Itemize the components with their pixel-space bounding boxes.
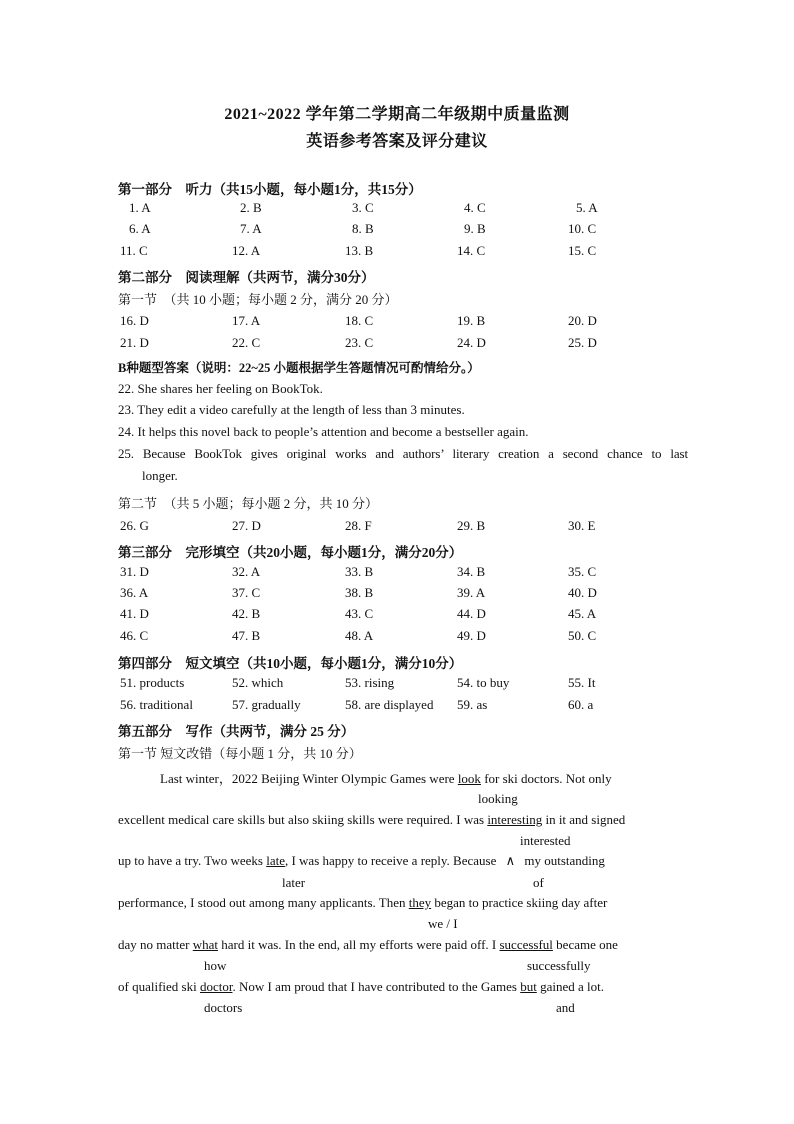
answer-33: 33. B [345, 564, 374, 579]
answer-2: 2. B [240, 200, 262, 215]
answer-55: 55. It [568, 675, 596, 690]
answer-row [0, 335, 794, 355]
essay-text: became one [552, 937, 618, 952]
essay-text: day no matter [118, 937, 193, 952]
error-word: what [192, 937, 219, 952]
answer-47: 47. B [232, 628, 261, 643]
answer-4: 4. C [464, 200, 486, 215]
essay-text: . Now I am proud that I have contributed to the Games [232, 979, 521, 994]
essay-text: gained a lot. [536, 979, 604, 994]
b-answer-22: 22. She shares her feeling on BookTok. [118, 381, 323, 396]
part4-heading: 第四部分 短文填空（共10小题，每小题1分，满分10分） [118, 656, 463, 671]
b-answer-25-line1: 25. Because BookTok gives original works and authors’ literary creation a second chance to last [118, 446, 688, 461]
b-answer-25 [118, 443, 688, 487]
correction-5a: how [204, 958, 227, 973]
answer-12: 12. A [232, 243, 261, 258]
correction-2: interested [520, 833, 571, 848]
answer-7: 7. A [240, 221, 262, 236]
answer-21: 21. D [120, 335, 149, 350]
answer-19: 19. B [457, 313, 486, 328]
answer-59: 59. as [457, 697, 488, 712]
answer-11: 11. C [120, 243, 148, 258]
essay-line-5 [118, 937, 618, 953]
essay-text: began to practice skiing day after [431, 895, 608, 910]
answer-54: 54. to buy [457, 675, 510, 690]
answer-49: 49. D [457, 628, 486, 643]
answer-6: 6. A [129, 221, 151, 236]
answer-row [0, 564, 794, 584]
b-type-heading: B种题型答案（说明：22~25 小题根据学生答题情况可酌情给分。） [118, 361, 480, 375]
essay-text: of qualified ski [118, 979, 200, 994]
answer-15: 15. C [568, 243, 597, 258]
essay-line-2 [118, 812, 625, 828]
answer-39: 39. A [457, 585, 486, 600]
part5-heading: 第五部分 写作（共两节，满分 25 分） [118, 724, 355, 739]
essay-text: Last winter，2022 Beijing Winter Olympic Games were [160, 771, 458, 786]
error-word: late [266, 853, 285, 868]
essay-line-6 [118, 979, 604, 995]
answer-row [0, 243, 794, 263]
essay-line-4 [118, 895, 607, 911]
answer-14: 14. C [457, 243, 486, 258]
essay-line-3 [118, 853, 605, 869]
part1-heading: 第一部分 听力（共15小题，每小题1分，共15分） [118, 182, 422, 197]
essay-line-1 [160, 768, 612, 787]
b-answer-23: 23. They edit a video carefully at the length of less than 3 minutes. [118, 402, 465, 417]
answer-row [0, 221, 794, 241]
error-word: they [408, 895, 432, 910]
answer-row [0, 585, 794, 605]
answer-29: 29. B [457, 518, 486, 533]
answer-32: 32. A [232, 564, 261, 579]
essay-text: in it and signed [542, 812, 626, 827]
answer-28: 28. F [345, 518, 372, 533]
answer-5: 5. A [576, 200, 598, 215]
answer-34: 34. B [457, 564, 486, 579]
essay-text: excellent medical care skills but also skiing skills were required. I was [118, 812, 488, 827]
answer-52: 52. which [232, 675, 284, 690]
answer-50: 50. C [568, 628, 597, 643]
error-word: successful [499, 937, 553, 952]
answer-37: 37. C [232, 585, 261, 600]
part2-section1-heading: 第一节 （共 10 小题；每小题 2 分，满分 20 分） [118, 292, 398, 307]
page-subtitle: 英语参考答案及评分建议 [306, 133, 488, 150]
part3-heading: 第三部分 完形填空（共20小题，每小题1分，满分20分） [118, 545, 463, 560]
answer-row [0, 313, 794, 333]
answer-53: 53. rising [345, 675, 395, 690]
error-word: interesting [487, 812, 543, 827]
essay-text: my outstanding [521, 853, 605, 868]
part2-section2-heading: 第二节 （共 5 小题；每小题 2 分，共 10 分） [118, 496, 379, 511]
b-answer-25-line2: longer. [142, 468, 178, 483]
answer-row [0, 200, 794, 220]
answer-17: 17. A [232, 313, 261, 328]
answer-43: 43. C [345, 606, 374, 621]
answer-25: 25. D [568, 335, 597, 350]
answer-41: 41. D [120, 606, 149, 621]
essay-text: hard it was. In the end, all my efforts were paid off. I [218, 937, 500, 952]
answer-row [0, 628, 794, 648]
answer-58: 58. are displayed [345, 697, 434, 712]
answer-36: 36. A [120, 585, 149, 600]
correction-3a: later [282, 875, 306, 890]
essay-text: , I was happy to receive a reply. Because [284, 853, 500, 868]
answer-13: 13. B [345, 243, 374, 258]
answer-row [0, 697, 794, 717]
answer-40: 40. D [568, 585, 597, 600]
insert-caret-icon: ∧ [505, 853, 516, 868]
answer-20: 20. D [568, 313, 597, 328]
answer-35: 35. C [568, 564, 597, 579]
answer-27: 27. D [232, 518, 261, 533]
answer-30: 30. E [568, 518, 596, 533]
answer-60: 60. a [568, 697, 594, 712]
answer-48: 48. A [345, 628, 374, 643]
answer-46: 46. C [120, 628, 149, 643]
answer-16: 16. D [120, 313, 149, 328]
answer-row [0, 606, 794, 626]
correction-4: we / I [428, 916, 458, 931]
answer-57: 57. gradually [232, 697, 301, 712]
part5-section1-heading: 第一节 短文改错（每小题 1 分，共 10 分） [118, 746, 362, 761]
answer-row [0, 518, 794, 538]
answer-45: 45. A [568, 606, 597, 621]
answer-42: 42. B [232, 606, 261, 621]
page-title: 2021~2022 学年第二学期高二年级期中质量监测 [224, 106, 570, 123]
answer-10: 10. C [568, 221, 597, 236]
correction-6a: doctors [204, 1000, 243, 1015]
correction-1: looking [478, 791, 518, 806]
correction-5b: successfully [527, 958, 591, 973]
answer-row [0, 675, 794, 695]
b-answer-24: 24. It helps this novel back to people’s attention and become a bestseller again. [118, 424, 529, 439]
answer-24: 24. D [457, 335, 486, 350]
correction-6b: and [556, 1000, 575, 1015]
answer-18: 18. C [345, 313, 374, 328]
answer-44: 44. D [457, 606, 486, 621]
part2-heading: 第二部分 阅读理解（共两节，满分30分） [118, 270, 375, 285]
error-word: look [457, 771, 481, 786]
answer-8: 8. B [352, 221, 374, 236]
answer-38: 38. B [345, 585, 374, 600]
answer-31: 31. D [120, 564, 149, 579]
answer-22: 22. C [232, 335, 261, 350]
answer-3: 3. C [352, 200, 374, 215]
essay-text: for ski doctors. Not only [480, 771, 612, 786]
essay-text: up to have a try. Two weeks [118, 853, 267, 868]
error-word: but [520, 979, 537, 994]
answer-9: 9. B [464, 221, 486, 236]
answer-23: 23. C [345, 335, 374, 350]
answer-1: 1. A [129, 200, 151, 215]
answer-26: 26. G [120, 518, 149, 533]
answer-51: 51. products [120, 675, 185, 690]
correction-3b: of [533, 875, 544, 890]
error-word: doctor [199, 979, 233, 994]
essay-text: performance, I stood out among many applicants. Then [118, 895, 409, 910]
answer-56: 56. traditional [120, 697, 193, 712]
